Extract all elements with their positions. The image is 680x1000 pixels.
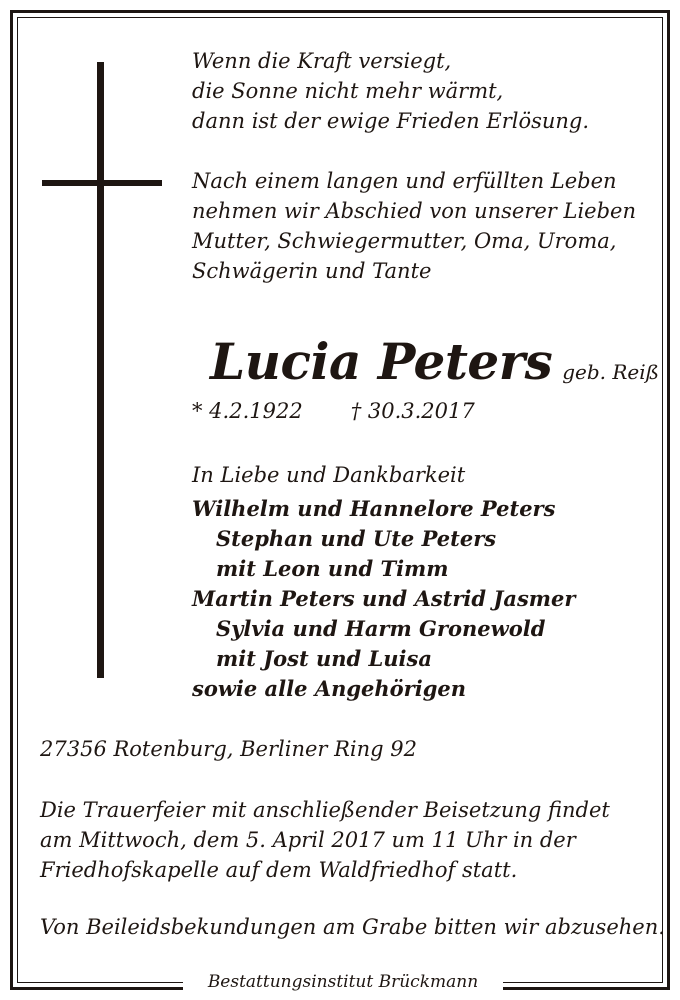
- mourner-line: sowie alle Angehörigen: [192, 676, 467, 701]
- verse-line: die Sonne nicht mehr wärmt,: [192, 79, 504, 103]
- life-dates: [192, 396, 475, 426]
- intro-text: [192, 166, 636, 286]
- mourner-line: Stephan und Ute Peters: [216, 526, 497, 551]
- mourner-line: Wilhelm und Hannelore Peters: [192, 496, 556, 521]
- cross-vertical-bar: [97, 62, 104, 678]
- cross-horizontal-bar: [42, 180, 162, 186]
- birth-date: * 4.2.1922: [192, 399, 303, 423]
- service-line: am Mittwoch, dem 5. April 2017 um 11 Uhr in der: [40, 828, 576, 852]
- intro-line: Schwägerin und Tante: [192, 259, 432, 283]
- intro-line: nehmen wir Abschied von unserer Lieben: [192, 199, 636, 223]
- funeral-home: Bestattungsinstitut Brückmann: [183, 970, 503, 994]
- deceased-name: Lucia Peters: [210, 332, 553, 391]
- verse-line: Wenn die Kraft versiegt,: [192, 49, 452, 73]
- verse-line: dann ist der ewige Frieden Erlösung.: [192, 109, 590, 133]
- service-info: [40, 795, 610, 885]
- intro-line: Nach einem langen und erfüllten Leben: [192, 169, 617, 193]
- deceased-name-row: [210, 332, 659, 392]
- intro-line: Mutter, Schwiegermutter, Oma, Uroma,: [192, 229, 617, 253]
- service-line: Friedhofskapelle auf dem Waldfriedhof statt.: [40, 858, 518, 882]
- address: 27356 Rotenburg, Berliner Ring 92: [40, 737, 418, 761]
- mourner-line: Sylvia und Harm Gronewold: [216, 616, 546, 641]
- mourner-line: mit Leon und Timm: [216, 556, 449, 581]
- mourners-list: [192, 494, 575, 704]
- verse: [192, 46, 589, 136]
- mourner-line: Martin Peters und Astrid Jasmer: [192, 586, 576, 611]
- condolence-note: Von Beileidsbekundungen am Grabe bitten wir abzusehen.: [40, 915, 665, 939]
- mourner-line: mit Jost und Luisa: [216, 646, 432, 671]
- service-line: Die Trauerfeier mit anschließender Beisetzung findet: [40, 798, 610, 822]
- maiden-name: geb. Reiß: [562, 360, 660, 384]
- death-date: † 30.3.2017: [350, 399, 475, 423]
- mourners-intro: In Liebe und Dankbarkeit: [192, 463, 466, 487]
